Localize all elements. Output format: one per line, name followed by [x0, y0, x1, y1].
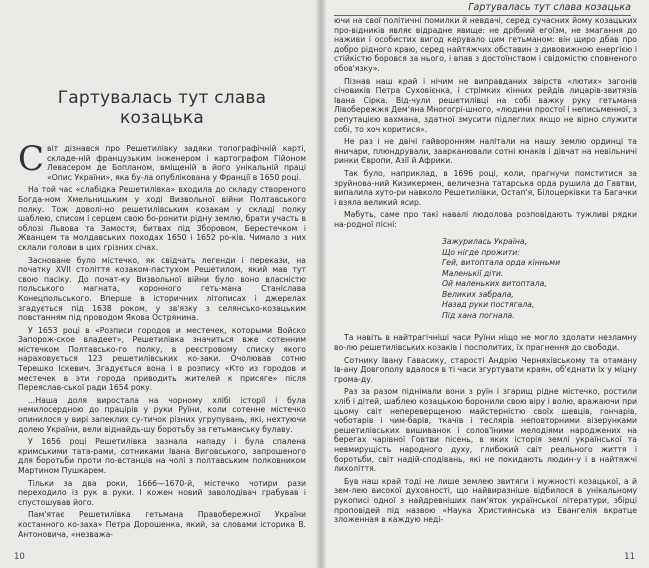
paragraph-5: ...Наша доля виростала на чорному хлібі історії і була немилосердною до працірів у руки Руїни, коли сотенне містечко опинилося у вирі запеклих су-тичок різних угрупувань, які, нехтуючи долею України, вели віднайдь-шу боротьбу за гетьманську булаву. [18, 395, 306, 434]
paragraph-1 [18, 139, 306, 182]
poem-line: Зажурилась Україна, [442, 237, 528, 247]
paragraph-r1: ючи на свої політичні помилки й невдачі, серед сучасних йому козацьких про-відників являє відрадне явище: не дрібний егоїзм, не змагання до наживи і особистих вигод керувало цим гетьманом: він щиро дбав про добро рідного краю, серед найтяжчих обставин з дивовижною енергією і стійкістю боровся за нього, і впав з достоїнством і свідомістю сповненого обов'язку». [334, 16, 637, 73]
paragraph-8: Пам'ятає Решетилівка гетьмана Правобережної України костанного ко-заха» Петра Дорошенка, який, за словами історика В. Антоновича, «незважа- [18, 510, 306, 539]
paragraph-1-text: віт дізнався про Решетилівку задяки топографічній карті, складе-ній французьким інженером і картографом Гійоном Левасером де Бопланом, вміщеній в його унікальній праці «Опис України», яка бу-ла опублікована у Франції в 1650 році. [47, 144, 306, 182]
running-head: Гартувалась тут слава козацька [334, 2, 631, 16]
dropcap-letter: С [18, 139, 45, 179]
paragraph-r8: Раз за разом піднімали вони з руїн і згарищ рідне містечко, ростили хліб і дітей, шаблею козацькою боронили свою віру і волю, вражаючи при цьому світ непереверщеною майстерністю своїх шевців, гончарів, чоботарів і чим-барів, ткачів і теслярів неповторними візерунками решетилівських вишиванок і солов'їними мелодіями народжених на берегах чарівної Говтви пісень, в яких історія землі української та невмирущість народного духу, глибокий світ реального життя і боротьби, світ надій-сподівань, які не покидають людин-у і в найтяжчі лихоліття. [334, 387, 637, 474]
paragraph-r3: Не раз і не двічі гайворонням налітали на нашу землю ординці та яничари, плюндрували, заарканювали сотні юнаків і дівчат на невільничі ринки Європи, Азії й Африки. [334, 137, 637, 166]
right-page [320, 0, 649, 568]
poem-line: Великих забрала, [442, 289, 514, 299]
paragraph-4: У 1653 році в «Розписи городов и местечек, которыми Войско Запорож-ское владеет», Решетилівка значиться вже сотенним містечком Полтавсько-го полку, в реєстровому списку якого нараховується 123 решетилівських ко-заки. Очолював сотню Терешко Іскевич. Згадується вона і в розпису «Кто из городов и местечек в эти города приводить жителей к присяге» після Переяслав-ської ради 1654 року. [18, 325, 306, 393]
poem-line: Що нігде прожити: [442, 247, 520, 257]
left-page [0, 0, 320, 568]
poem-line: Гей, витоптала орда кінньми [442, 258, 561, 268]
paragraph-r4: Так було, наприклад, в 1696 році, коли, прагнучи помститися за зруйнова-ний Кизикермен, величезна татарська орда рушила до Гавтви, випалила хуто-ри навколо Решетилівки, Остап'я, Білоцерківки та Багачки і взяла великий ясир. [334, 168, 637, 207]
chapter-title: Гартувалась тут слава козацька [57, 88, 267, 128]
paragraph-3: Засноване було містечко, як свідчать легенди і перекази, на початку XVII століття козаком-пастухом Решетилом, який мав тут свою пасіку. До почат-ку Визвольної війни було воно власністю польського магната, коронного геть-мана Станіслава Конецпольського. Вперше в історичних літописах і джерелах згадується під 1638 роком, у зв'язку з селянсько-козацьким повстанням під проводом Якова Острянина. [18, 255, 306, 323]
paragraph-r2: Пізнав наш край і нічим не виправданих звірств «лютих» загонів січовиків Петра Суховієнка, і стрімких кінних рейдів лицарів-звитязів Івана Сірка. Від-чули решетилівці на собі важку руку гетьмана Лівобережжя Дем'яна Многогрі-шного, «людини простої і неписьменної, з репутацією вахмана, здатної змусити підлеглих якщо не вірно служити собі, то хоч коритися». [334, 76, 637, 134]
page-number-right: 11 [624, 552, 635, 562]
paragraph-6: У 1656 році Решетилівка зазнала нападу і була спалена кримськими тата-рами, сотниками Івана Виговського, запрошеного для боротьби проти по-встанців на чолі з полтавським полковником Мартином Пушкарем. [18, 437, 306, 475]
book-gutter [316, 0, 326, 568]
poem-line: Під хана погнала. [442, 310, 515, 320]
poem-line: Маленькії діти. [442, 268, 504, 278]
page-number-left: 10 [14, 552, 25, 562]
paragraph-r7: Сотнику Івану Гавасику, старості Андрію Черняхівському та отаману Ів-ану Довгополу вдалося в ті часи згуртувати краян, об'єднати їх у міцну грома-ду. [334, 355, 637, 384]
paragraph-r6: Та навіть в найтрагічніші часи Руїни ніщо не могло здолати незламну во-лю решетилівських козаків і посполитих, їх прагнення до свободи. [334, 333, 637, 353]
poem-line: Ой маленьких витоптала, [442, 279, 547, 289]
paragraph-r5: Мабуть, саме про такі навалі людолова розповідають тужливі рядки на-родної пісні: [334, 210, 637, 229]
paragraph-7: Тільки за два роки, 1666—1670-й, містечко чотири рази переходило із рук в руки. І кожен новий заволодівач грабував і спустошував його. [18, 478, 306, 507]
paragraph-2: На той час «слабідка Решетилівка» входила до складу створеного Богда-ном Хмельницьким у ході Визвольної війни Полтавського полку. Тож доволі-но решетилівським козакам у складі полку шаблею, списом і серцем свою бо-ронити рідну землю, брати участь в облозі Львова та Замостя, битвах під Зборовом, Берестечком і Жванцем та молдавських походах 1650 і 1652 ро-ків. Чимало з них склали голови в цих грізних січах. [18, 185, 306, 252]
folk-song-poem [442, 237, 637, 321]
poem-line: Назад руки постягала, [442, 300, 535, 310]
paragraph-r9: Був наш край тоді не лише землею звитяги і мужності козацької, а й зем-лею високої духовності, що найвиразніше відбилося в унікальному рукописі одної з найдревніших пам'яток української літератури, збірці проповідей під назвою «Наука Християнська из Евангелія вкратце зложенная в каждую неді- [334, 476, 637, 525]
